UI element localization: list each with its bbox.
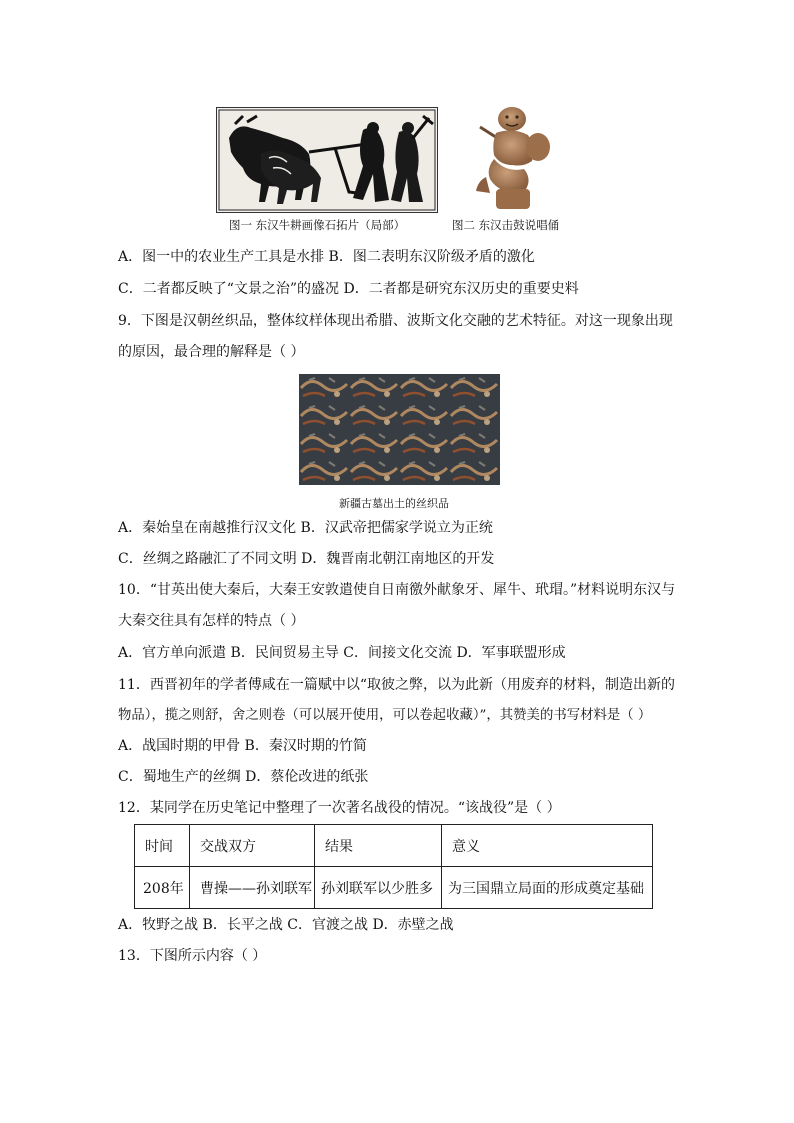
q9-options-line-2: C．丝绸之路融汇了不同文明 D．魏晋南北朝江南地区的开发 xyxy=(118,551,495,567)
q11-options-line-2: C．蜀地生产的丝绸 D．蔡伦改进的纸张 xyxy=(118,769,369,785)
battle-table xyxy=(134,824,653,909)
table-header-row xyxy=(135,825,653,867)
q11-options-line-1: A．战国时期的甲骨 B．秦汉时期的竹简 xyxy=(118,738,367,754)
table-header-cell: 时间 xyxy=(135,825,190,867)
q13-stem: 13．下图所示内容（ ） xyxy=(118,948,267,964)
table-cell: 曹操——孙刘联军 xyxy=(190,867,315,909)
q10-stem-line-1: 10．“甘英出使大秦后，大秦王安敦遣使自日南徼外献象牙、犀牛、玳瑁。”材料说明东汉与 xyxy=(118,582,676,598)
figure-1-caption: 图一 东汉牛耕画像石拓片（局部） xyxy=(229,218,406,232)
q12-stem: 12．某同学在历史笔记中整理了一次著名战役的情况。“该战役”是（ ） xyxy=(118,800,561,816)
table-cell: 孙刘联军以少胜多 xyxy=(315,867,442,909)
q10-stem-line-2: 大秦交往具有怎样的特点（ ） xyxy=(118,613,305,629)
storyteller-figurine-image xyxy=(466,103,560,213)
table-row xyxy=(135,867,653,909)
q10-options-line-1: A．官方单向派遣 B．民间贸易主导 C．间接文化交流 D．军事联盟形成 xyxy=(118,645,566,661)
table-header-cell: 交战双方 xyxy=(190,825,315,867)
figure-3-caption: 新疆古墓出土的丝织品 xyxy=(339,497,449,510)
q12-options-line-1: A．牧野之战 B．长平之战 C．官渡之战 D．赤壁之战 xyxy=(118,917,454,933)
q8-options-line-1: A．图一中的农业生产工具是水排 B．图二表明东汉阶级矛盾的激化 xyxy=(118,249,535,265)
figure-2-caption: 图二 东汉击鼓说唱俑 xyxy=(452,218,560,232)
table-header-cell: 意义 xyxy=(442,825,653,867)
q9-stem-line-2: 的原因，最合理的解释是（ ） xyxy=(118,344,305,360)
ox-plowing-relief-image xyxy=(216,107,438,213)
q8-options-line-2: C．二者都反映了“文景之治”的盛况 D．二者都是研究东汉历史的重要史料 xyxy=(118,281,579,297)
table-header-cell: 结果 xyxy=(315,825,442,867)
table-cell: 208年 xyxy=(135,867,190,909)
q11-stem-line-1: 11．西晋初年的学者傅咸在一篇赋中以“取彼之弊，以为此新（用废弃的材料，制造出新的 xyxy=(118,677,675,693)
silk-textile-image xyxy=(299,374,500,485)
q11-stem-line-2: 物品），揽之则舒，舍之则卷（可以展开使用，可以卷起收藏）”，其赞美的书写材料是（ ） xyxy=(118,708,652,723)
q9-stem-line-1: 9．下图是汉朝丝织品，整体纹样体现出希腊、波斯文化交融的艺术特征。对这一现象出现 xyxy=(118,313,673,329)
table-cell: 为三国鼎立局面的形成奠定基础 xyxy=(442,867,653,909)
q9-options-line-1: A．秦始皇在南越推行汉文化 B．汉武帝把儒家学说立为正统 xyxy=(118,520,493,536)
